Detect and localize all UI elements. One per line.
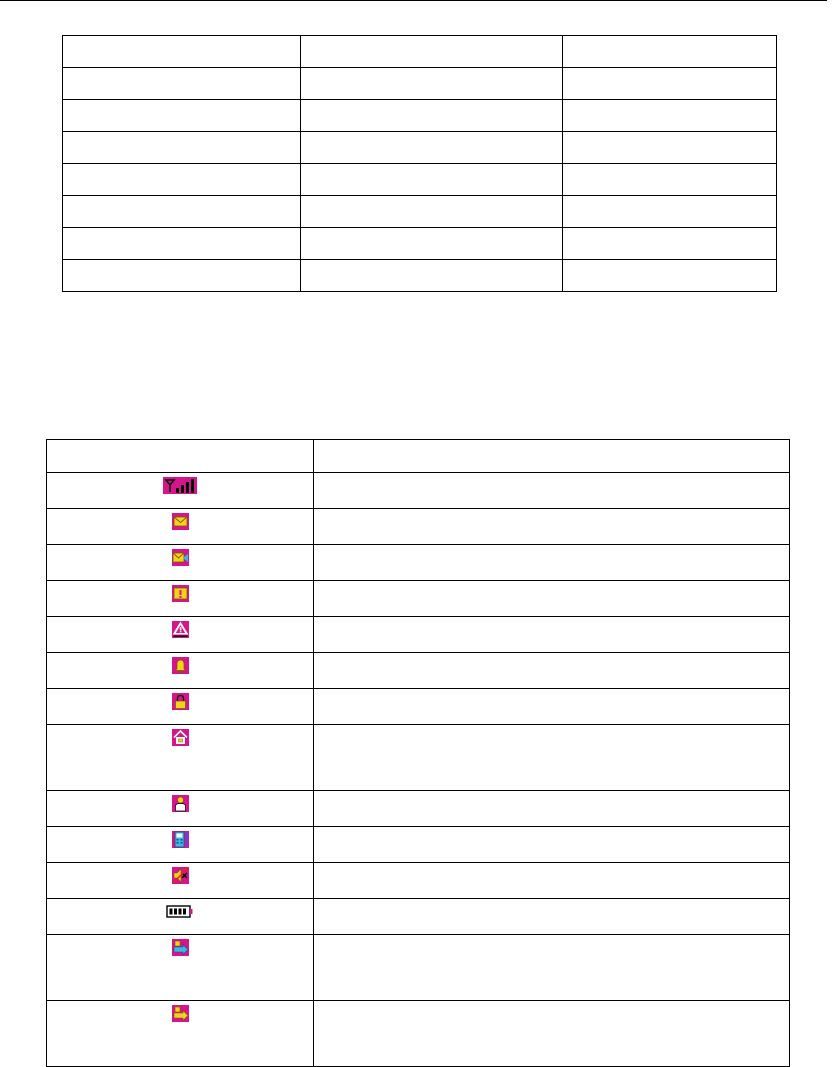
- icon-cell: [47, 473, 314, 509]
- upper-table: [62, 35, 777, 292]
- alert-envelope-icon: [172, 585, 189, 602]
- icon-cell: [47, 863, 314, 899]
- table-cell: [301, 164, 563, 196]
- description-cell: [314, 581, 790, 617]
- icon-cell: [47, 689, 314, 725]
- table-cell: [63, 260, 301, 292]
- icon-cell: [47, 653, 314, 689]
- icon-cell: [47, 791, 314, 827]
- table-cell: [563, 196, 777, 228]
- table-cell: [63, 68, 301, 100]
- description-cell: [314, 791, 790, 827]
- table-cell: [63, 132, 301, 164]
- icon-cell: [47, 581, 314, 617]
- person-icon: [172, 795, 189, 812]
- warning-triangle-icon: [172, 621, 189, 638]
- table-row: [47, 899, 790, 935]
- table-row: [63, 196, 777, 228]
- table-cell: [63, 196, 301, 228]
- table-cell: [301, 196, 563, 228]
- table-cell: [563, 100, 777, 132]
- table-row: [47, 935, 790, 1001]
- table-row: [47, 827, 790, 863]
- table-cell: [301, 260, 563, 292]
- icon-cell: [47, 827, 314, 863]
- description-cell: [314, 827, 790, 863]
- home-zone-icon: [172, 729, 189, 746]
- description-cell: [314, 509, 790, 545]
- table-row: [47, 581, 790, 617]
- table-cell: [63, 36, 301, 68]
- description-cell: [314, 689, 790, 725]
- table-cell: [301, 36, 563, 68]
- table-row: [63, 164, 777, 196]
- table-cell: [301, 132, 563, 164]
- description-cell: [314, 899, 790, 935]
- table-cell: [63, 228, 301, 260]
- signal-strength-icon: [163, 477, 197, 494]
- description-cell: [314, 545, 790, 581]
- description-cell: [314, 653, 790, 689]
- table-row: [47, 509, 790, 545]
- table-cell: [563, 164, 777, 196]
- icon-cell: [47, 545, 314, 581]
- table-header-row: [47, 440, 790, 473]
- table-cell: [301, 100, 563, 132]
- icon-legend-table: [46, 439, 790, 1067]
- bell-icon: [172, 657, 189, 674]
- table-cell: [301, 228, 563, 260]
- table-row: [47, 689, 790, 725]
- header-rule: [0, 0, 827, 1]
- battery-icon: [166, 903, 194, 920]
- table-row: [47, 617, 790, 653]
- table-row: [47, 863, 790, 899]
- description-cell: [314, 935, 790, 1001]
- phone-icon: [172, 831, 189, 848]
- lock-icon: [172, 693, 189, 710]
- description-cell: [314, 473, 790, 509]
- call-divert-line1-icon: [172, 939, 189, 956]
- table-cell: [63, 100, 301, 132]
- table-row: [63, 68, 777, 100]
- table-row: [47, 545, 790, 581]
- table-cell: [563, 132, 777, 164]
- table-row: [63, 260, 777, 292]
- table-cell: [563, 260, 777, 292]
- icon-cell: [47, 1001, 314, 1067]
- description-cell: [314, 1001, 790, 1067]
- call-divert-line2-icon: [172, 1005, 189, 1022]
- table-cell: [63, 164, 301, 196]
- table-cell: [563, 36, 777, 68]
- table-row: [63, 228, 777, 260]
- icon-cell: [47, 935, 314, 1001]
- table-row: [47, 1001, 790, 1067]
- voice-message-icon: [172, 549, 189, 566]
- table-row: [63, 132, 777, 164]
- table-cell: [563, 68, 777, 100]
- icon-cell: [47, 899, 314, 935]
- table-row: [63, 36, 777, 68]
- header-cell-description: [314, 440, 790, 473]
- table-row: [47, 725, 790, 791]
- icon-cell: [47, 617, 314, 653]
- description-cell: [314, 725, 790, 791]
- icon-cell: [47, 509, 314, 545]
- table-cell: [563, 228, 777, 260]
- table-row: [47, 791, 790, 827]
- silent-speaker-icon: [172, 867, 189, 884]
- message-envelope-icon: [172, 513, 189, 530]
- table-row: [63, 100, 777, 132]
- table-cell: [301, 68, 563, 100]
- table-row: [47, 653, 790, 689]
- icon-cell: [47, 725, 314, 791]
- table-row: [47, 473, 790, 509]
- description-cell: [314, 617, 790, 653]
- header-cell-icon: [47, 440, 314, 473]
- description-cell: [314, 863, 790, 899]
